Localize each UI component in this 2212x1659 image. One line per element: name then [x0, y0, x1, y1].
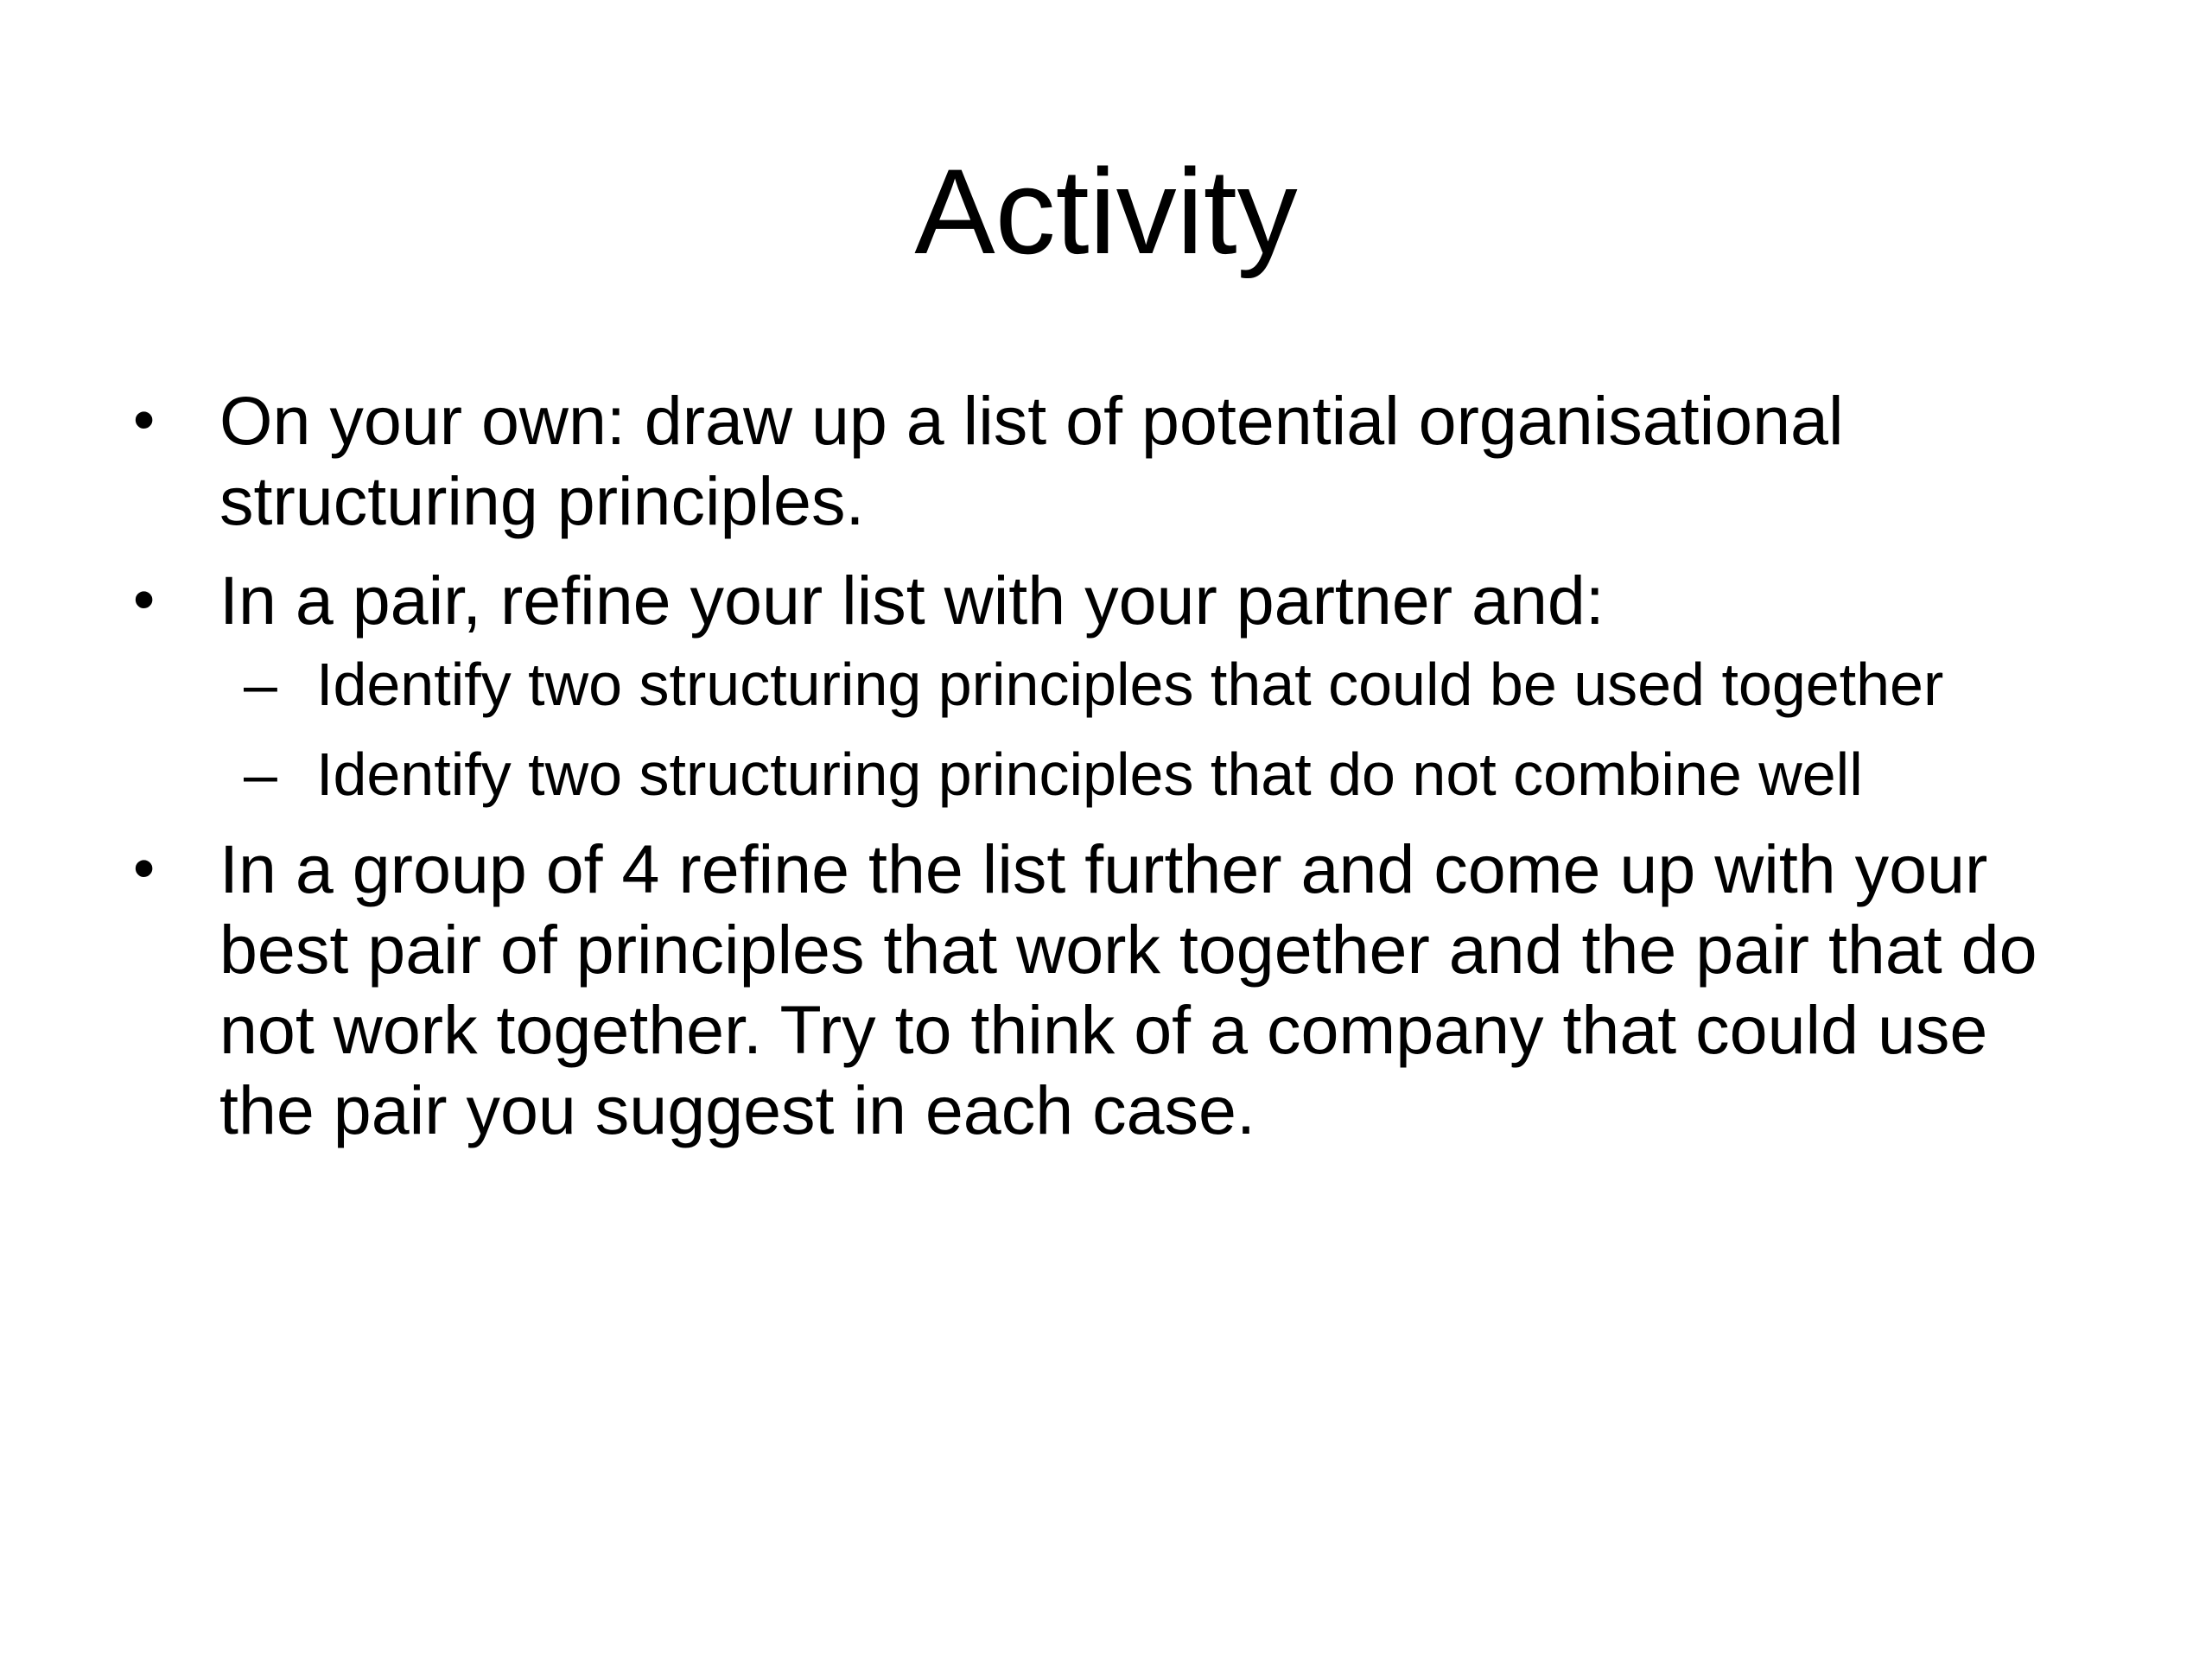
sub-bullet-text: Identify two structuring principles that do not combine well	[316, 741, 1863, 808]
sub-bullet-list	[219, 649, 2094, 810]
sub-bullet-marker: –	[244, 651, 277, 718]
bullet-text: In a group of 4 refine the list further and come up with your best pair of principles that work together and the pair that do not work together. Try to think of a company that could use the pair you suggest in each case.	[219, 830, 2037, 1148]
sub-bullet-item	[244, 649, 2088, 720]
bullet-text: In a pair, refine your list with your partner and:	[219, 562, 1605, 639]
bullet-text: On your own: draw up a list of potential organisational structuring principles.	[219, 382, 1844, 539]
bullet-marker: •	[133, 565, 156, 634]
bullet-list	[0, 380, 2212, 1169]
sub-bullet-marker: –	[244, 741, 277, 808]
bullet-item	[133, 380, 2094, 541]
bullet-item	[133, 829, 2094, 1150]
sub-bullet-item	[244, 739, 2088, 810]
sub-bullet-text: Identify two structuring principles that could be used together	[316, 651, 1944, 718]
bullet-marker: •	[133, 385, 156, 454]
bullet-item	[133, 560, 2094, 810]
bullet-marker: •	[133, 834, 156, 903]
slide-title: Activity	[914, 143, 1298, 279]
